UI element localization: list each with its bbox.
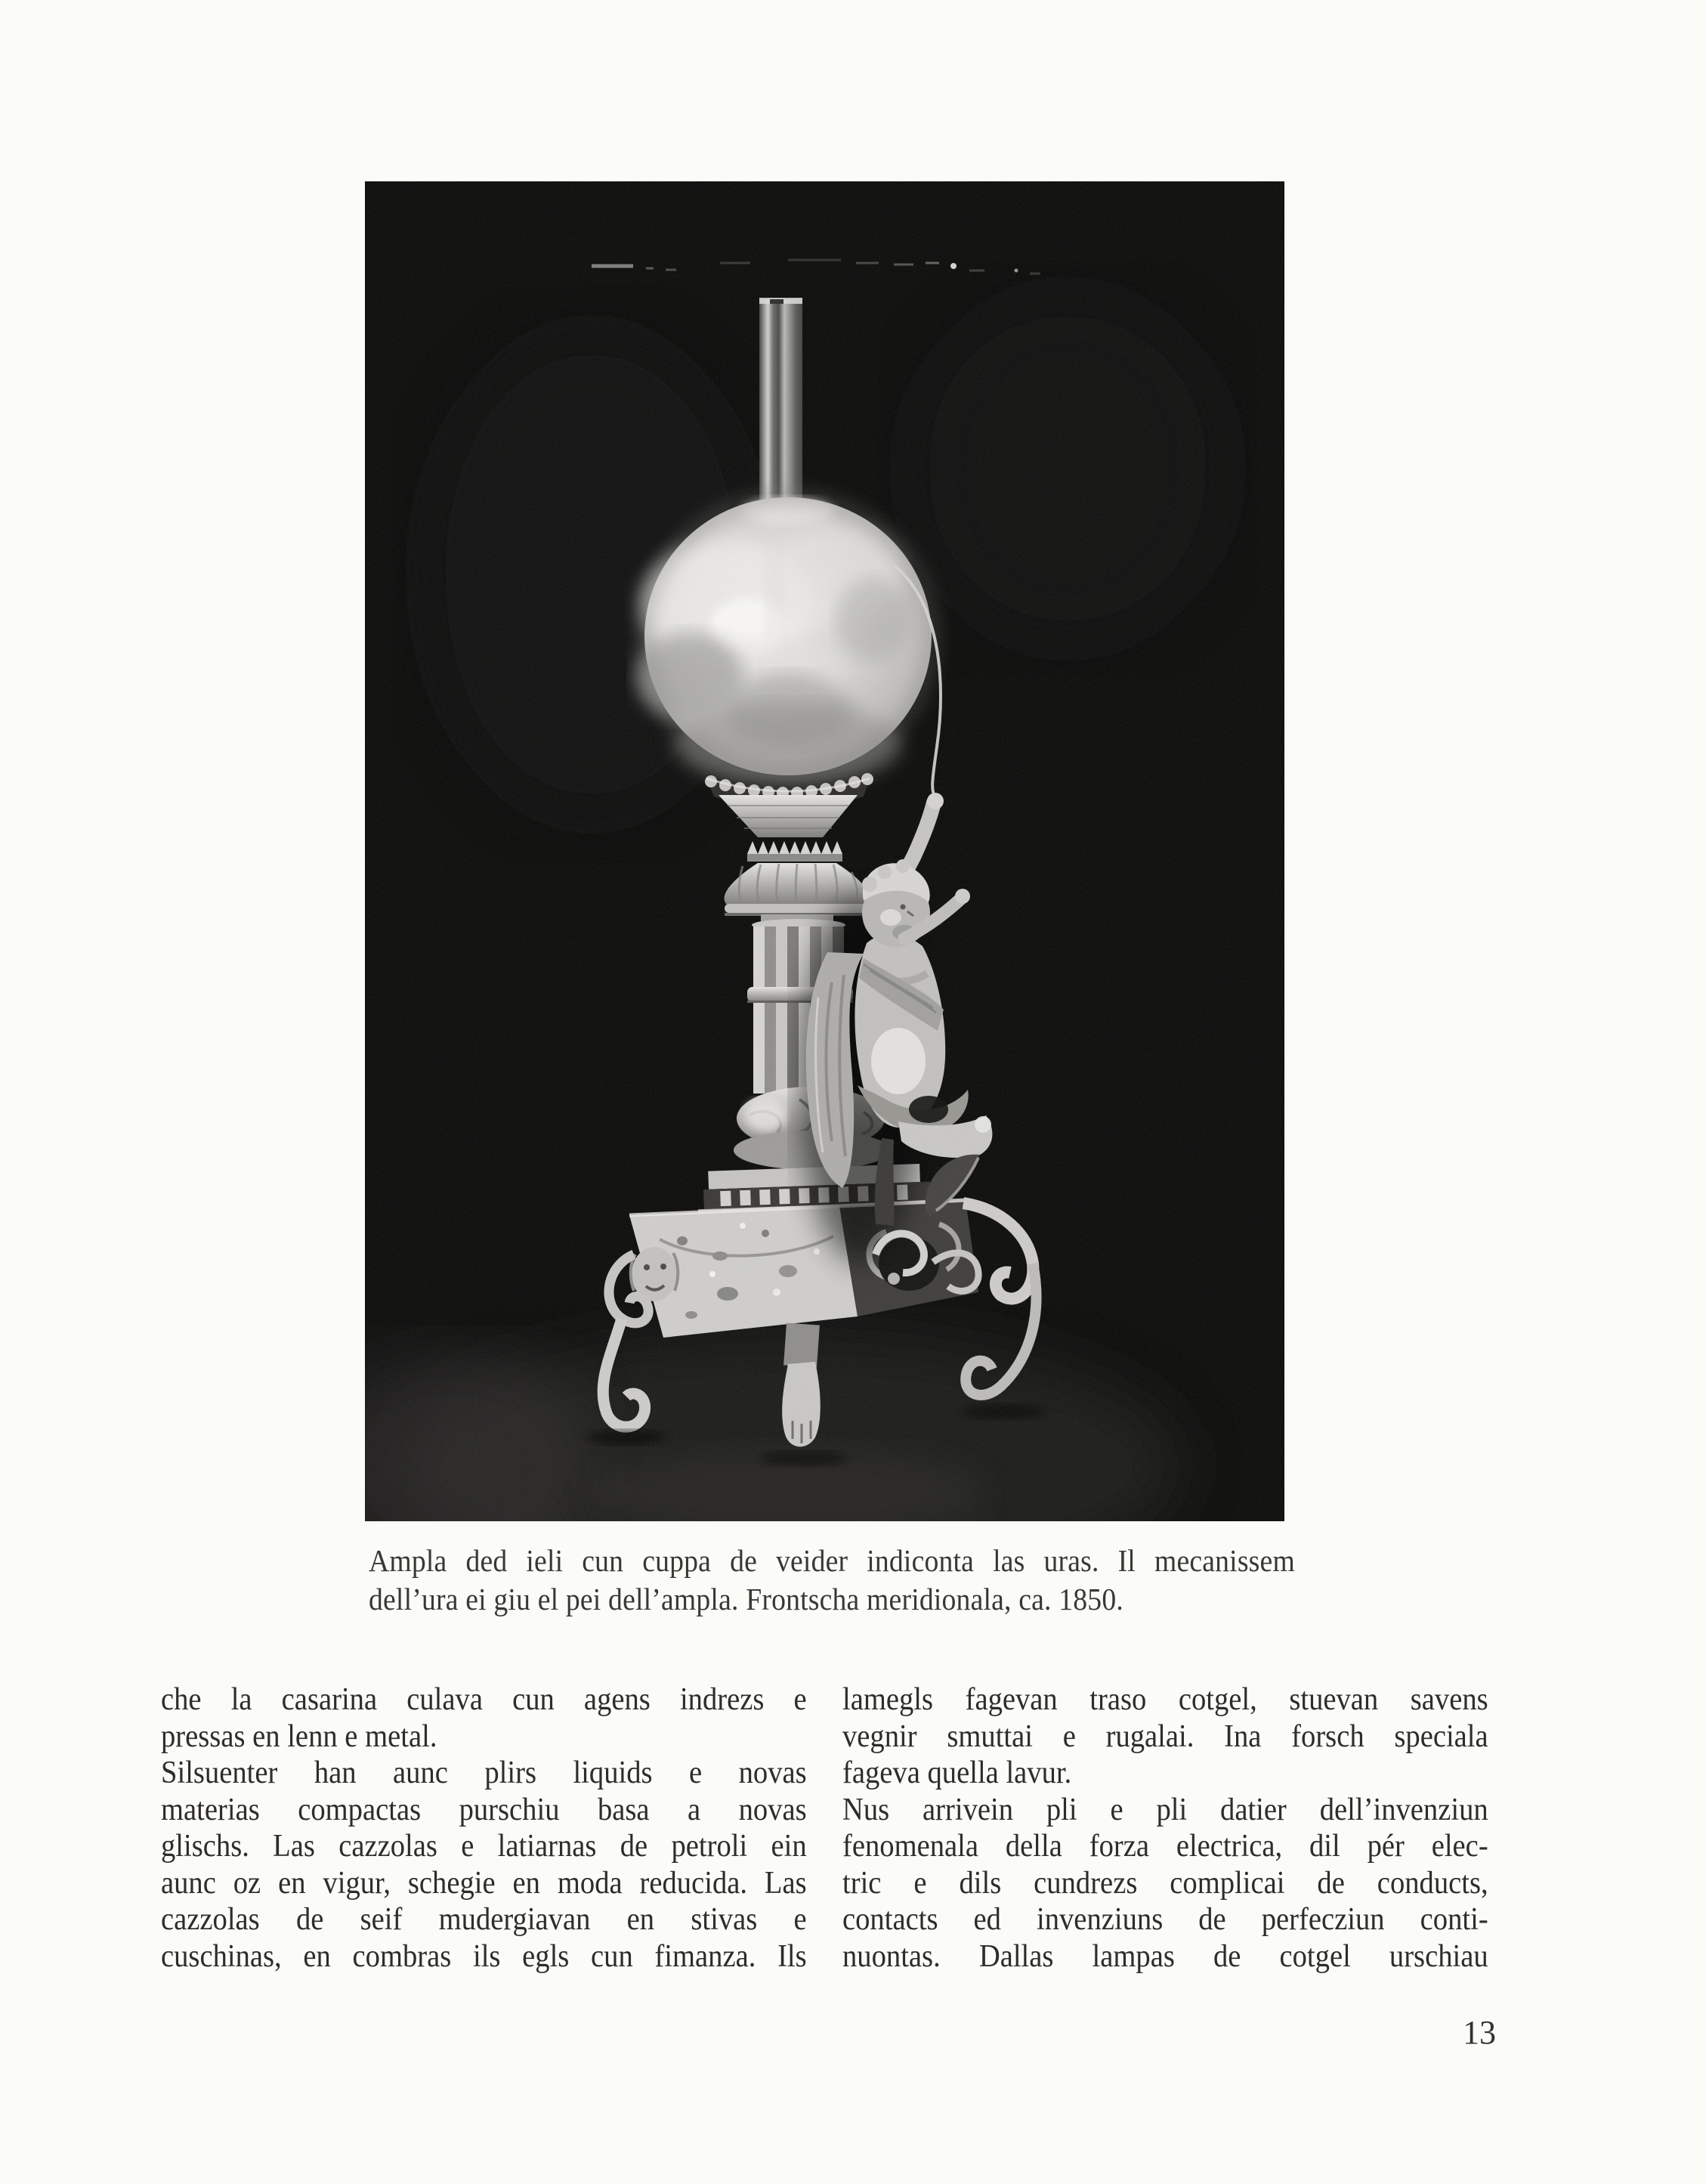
text-line: cazzolas de seif mudergiavan en stivas e [161,1902,807,1937]
text-line: materias compactas purschiu basa a novas [161,1792,807,1827]
text-line: cuschinas, en combras ils egls cun fimanza. Ils [161,1938,807,1974]
text-line: glischs. Las cazzolas e latiarnas de petroli ein [161,1829,807,1864]
text-line: che la casarina culava cun agens indrezs e [161,1682,807,1717]
caption-line: dell’ura ei giu el pei dell’ampla. Frontscha meridionala, ca. 1850. [369,1582,1123,1616]
text-line: fenomenala della forza electrica, dil pér elec- [842,1829,1488,1864]
text-line: vegnir smuttai e rugalai. Ina forsch speciala [842,1718,1488,1754]
text-line: Nus arrivein pli e pli datier dell’invenziun [842,1792,1488,1827]
text-line: Silsuenter han aunc plirs liquids e novas [161,1756,807,1790]
film-grain-overlay [365,181,1284,1521]
page-number: 13 [1463,2014,1496,2051]
caption-line: Ampla ded ieli cun cuppa de veider indiconta las uras. Il mecanissem [369,1543,1295,1578]
text-line: tric e dils cundrezs complicai de conducts, [842,1865,1488,1901]
lamp-photograph [365,181,1284,1521]
text-line: nuontas. Dallas lampas de cotgel urschiau [842,1938,1488,1974]
text-line: fageva quella lavur. [842,1756,1072,1790]
text-column-right [842,1681,1488,1975]
text-line: contacts ed invenziuns de perfecziun conti- [842,1902,1488,1937]
oil-lamp-illustration [365,181,1284,1521]
text-column-left [161,1681,807,1975]
figure-caption [369,1542,1295,1619]
text-line: pressas en lenn e metal. [161,1718,437,1754]
text-line: aunc oz en vigur, schegie en moda reducida. Las [161,1865,807,1901]
text-line: lamegls fagevan traso cotgel, stuevan savens [842,1682,1488,1717]
